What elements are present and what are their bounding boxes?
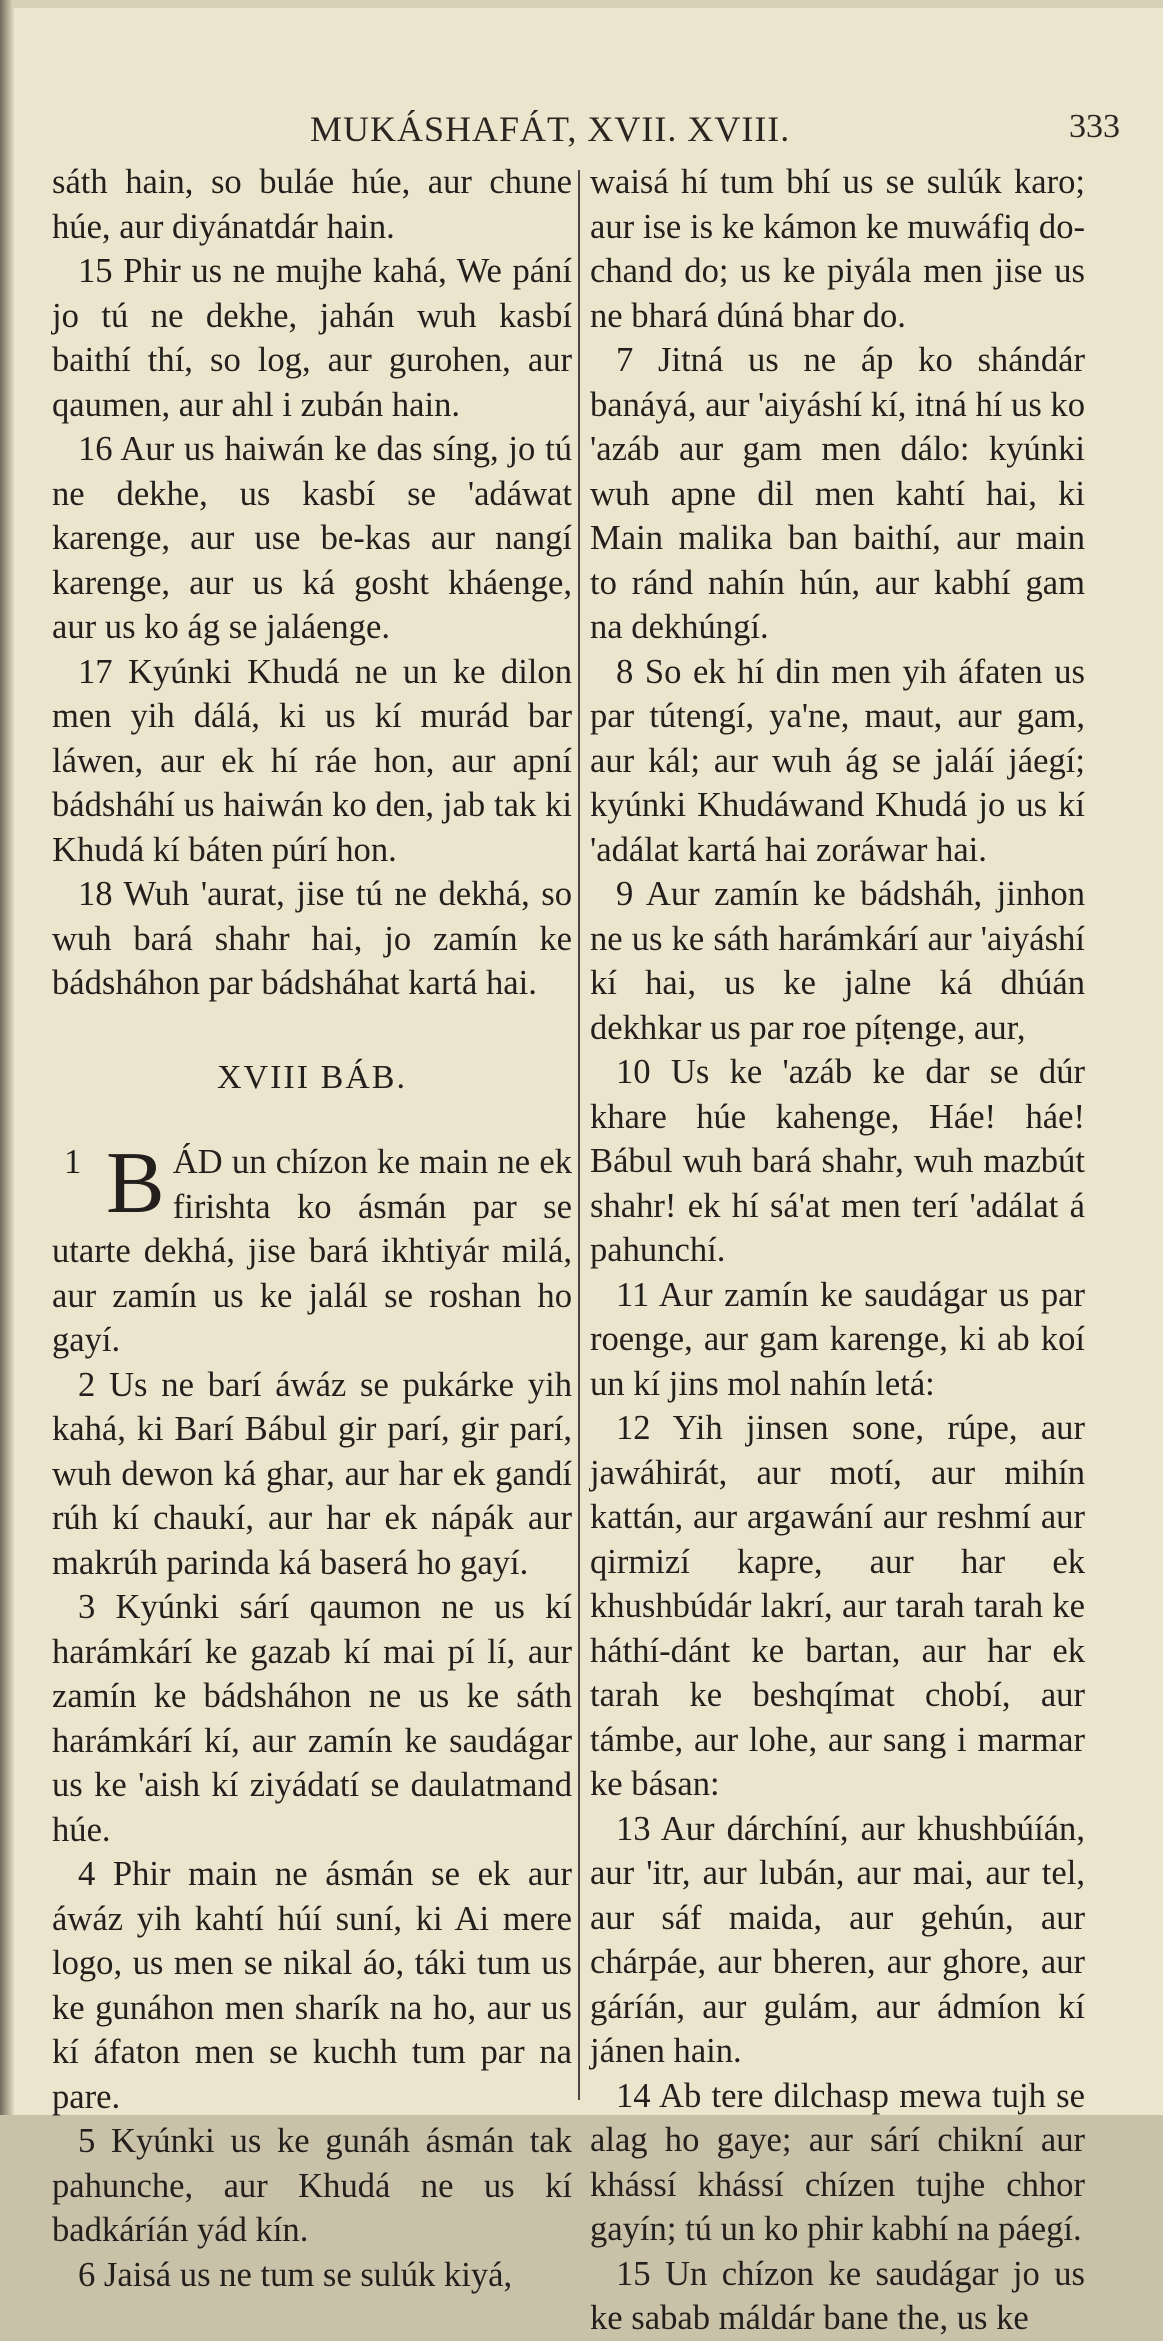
verse: 14 Ab tere dilchasp mewa tujh se alag ho gaye; aur sárí chikní aur khássí khássí chízen tujhe chhor gayín; tú un ko phir kabhí na páegí. xyxy=(590,2076,1085,2248)
verse: 17 Kyúnki Khudá ne un ke dilon men yih dálá, ki us kí murád bar láwen, aur ek hí ráe hon, aur apní bádsháhí us haiwán ko den, jab tak ki Khudá kí báten púrí hon. xyxy=(52,652,572,869)
verse: 2 Us ne barí áwáz se pukárke yih kahá, ki Barí Bábul gir parí, gir parí, wuh dewon ká ghar, aur har ek gandí rúh kí chaukí, aur har ek nápák aur makrúh parinda ká baserá ho gayí. xyxy=(52,1365,572,1582)
smallcaps-lead: ÁD xyxy=(172,1143,223,1181)
verse-number: 1 xyxy=(64,1143,82,1181)
verse: 8 So ek hí din men yih áfaten us par tútengí, ya'ne, maut, aur gam, aur kál; aur wuh ág se jaláí jáegí; kyúnki Khudáwand Khudá jo us kí 'adálat kartá hai zoráwar hai. xyxy=(590,652,1085,869)
page-number: 333 xyxy=(1069,108,1120,145)
page-top-edge xyxy=(0,0,1163,8)
verse-text: un chízon ke main ne ek firishta ko ásmán par se utarte dekhá, jise bará ikhtiyár milá, aur zamín us ke jalál se roshan ho gayí. xyxy=(52,1143,572,1359)
page-spine-shadow xyxy=(0,0,14,2115)
verse: 6 Jaisá us ne tum se sulúk kiyá, xyxy=(78,2255,513,2294)
verse-with-dropcap xyxy=(52,1135,572,1363)
verse: 16 Aur us haiwán ke das síng, jo tú ne dekhe, us kasbí se 'adáwat karenge, aur use be-kas aur nangí karenge, aur us ká gosht kháenge, aur us ko ág se jaláenge. xyxy=(52,430,572,646)
drop-cap: B xyxy=(106,1135,165,1232)
running-title: MUKÁSHAFÁT, XVII. XVIII. xyxy=(310,109,791,149)
verse: 4 Phir main ne ásmán se ek aur áwáz yih kahtí húí suní, ki Ai mere logo, us men se nikal áo, táki tum us ke gunáhon men sharík na ho, aur us kí áfaton men se kuchh tum par na pare. xyxy=(52,1855,572,2116)
chapter-heading: XVIII BÁB. xyxy=(217,1058,407,1096)
paragraph: waisá hí tum bhí us se sulúk karo; aur ise is ke kámon ke muwáfiq do-chand do; us ke piyála men jise us ne bhará dúná bhar do. xyxy=(590,163,1085,335)
page-header xyxy=(40,108,1120,158)
verse: 5 Kyúnki us ke gunáh ásmán tak pahunche, aur Khudá ne us kí badkáríán yád kín. xyxy=(52,2122,572,2249)
verse: 10 Us ke 'azáb ke dar se dúr khare húe kahenge, Háe! háe! Bábul wuh bará shahr, wuh mazbút shahr! ek hí sá'at men terí 'adálat á pahunchí. xyxy=(590,1053,1085,1269)
paragraph: sáth hain, so buláe húe, aur chune húe, aur diyánatdár hain. xyxy=(52,163,572,246)
verse: 15 Un chízon ke saudágar jo us ke sabab máldár bane the, us ke xyxy=(590,2254,1085,2337)
verse: 9 Aur zamín ke bádsháh, jinhon ne us ke sáth harámkárí aur 'aiyáshí kí hai, us ke jalne ká dhúán dekhkar us par roe píṭenge, aur, xyxy=(590,875,1085,1047)
verse: 18 Wuh 'aurat, jise tú ne dekhá, so wuh bará shahr hai, jo zamín ke bádsháhon par bádsháhat kartá hai. xyxy=(52,875,572,1002)
right-column xyxy=(590,160,1085,2341)
left-column xyxy=(52,160,572,2297)
verse: 11 Aur zamín ke saudágar us par roenge, aur gam karenge, ki ab koí un kí jins mol nahín letá: xyxy=(590,1275,1085,1403)
column-divider xyxy=(578,170,580,2100)
verse: 13 Aur dárchíní, aur khushbúíán, aur 'itr, aur lubán, aur mai, aur tel, aur sáf maida, aur gehún, aur chárpáe, aur bheren, aur ghore, aur gáríán, aur gulám, aur ádmíon kí jánen hain. xyxy=(590,1809,1085,2070)
verse: 12 Yih jinsen sone, rúpe, aur jawáhirát, aur motí, aur mihín kattán, aur argawání aur reshmí aur qirmizí kapre, aur har ek khushbúdár lakrí, aur tarah tarah ke háthí-dánt ke bartan, aur har ek tarah ke beshqímat chobí, aur támbe, aur lohe, aur sang i marmar ke básan: xyxy=(590,1409,1085,1803)
verse: 15 Phir us ne mujhe kahá, We pání jo tú ne dekhe, jahán wuh kasbí baithí thí, so log, aur gurohen, aur qaumen, aur ahl i zubán hain. xyxy=(52,252,572,424)
verse: 3 Kyúnki sárí qaumon ne us kí harámkárí ke gazab kí mai pí lí, aur zamín ke bádsháhon ne us ke sáth harámkárí kí, aur zamín ke saudágar us ke 'aish kí ziyádatí se daulatmand húe. xyxy=(52,1588,572,1849)
verse: 7 Jitná us ne áp ko shándár banáyá, aur 'aiyáshí kí, itná hí us ko 'azáb aur gam men dálo: kyúnki wuh apne dil men kahtí hai, ki Main malika ban baithí, aur main to ránd nahín hún, aur kabhí gam na dekhúngí. xyxy=(590,341,1086,646)
